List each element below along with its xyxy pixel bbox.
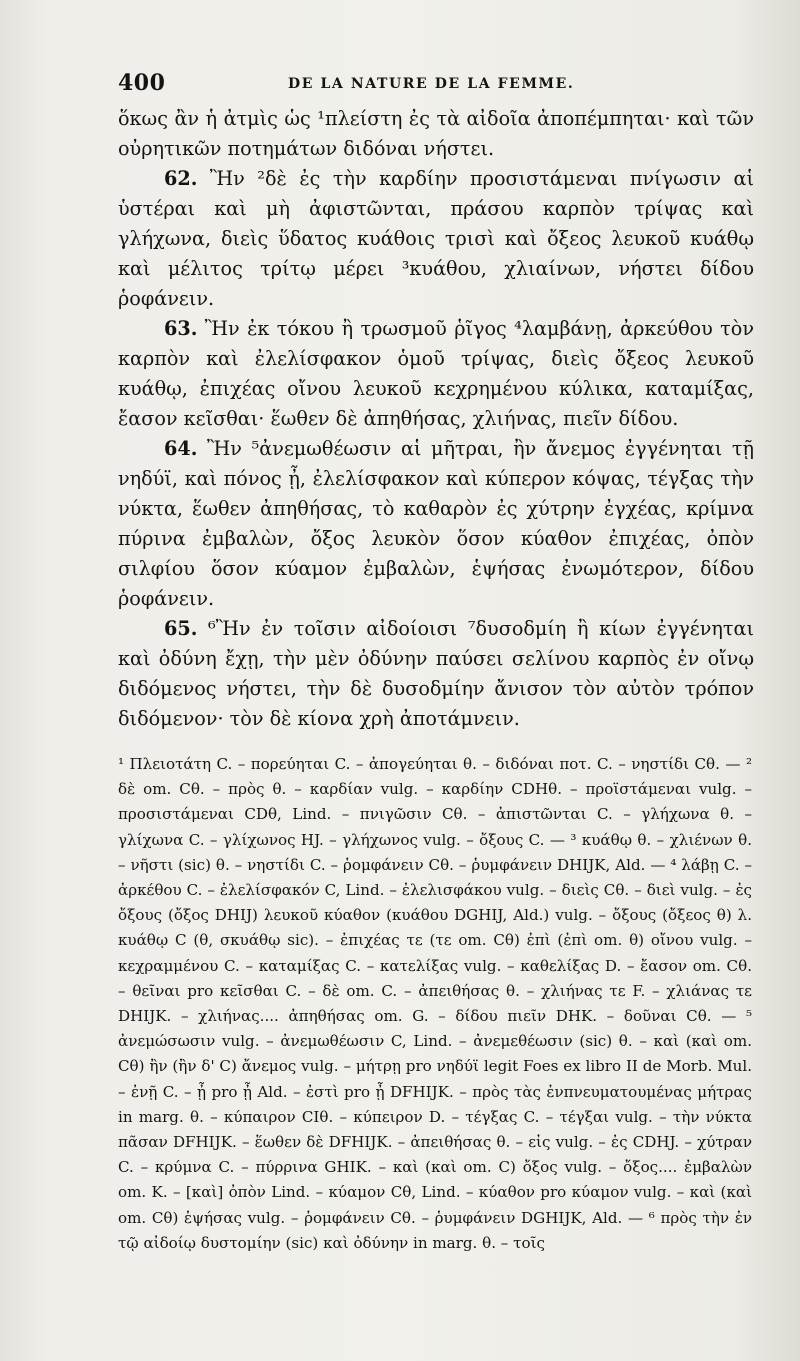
running-title: DE LA NATURE DE LA FEMME. [288, 76, 575, 92]
section-number: 63. [164, 317, 198, 340]
footnote-text: ¹ Πλειοτάτη C. – πορεύηται C. – ἀπογεύηται θ. – διδόναι ποτ. C. – νηστίδι Cθ. — ² δὲ om. Cθ. – πρὸς θ. – καρδίαν vulg. – καρδίην CDHθ. – προϊστάμεναι vulg. – προσιστάμεναι CDθ, Lind. – πνιγῶσιν Cθ. – ἀπιστῶνται C. – γλήχωνα θ. – γλίχωνα C. – γλίχωνος HJ. – γλήχωνος vulg. – ὄξους C. — ³ κυάθῳ θ. – χλιένων θ. – νῆστι (sic) θ. – νηστίδι C. – ῥομφάνειν Cθ. – ῥυμφάνειν DHIJK, Ald. — ⁴ λάβῃ C. – ἀρκέθου C. – ἐλελίσφακόν C, Lind. – ἐλελισφάκου vulg. – διεὶς Cθ. – διεὶ vulg. – ἐς ὄξους (ὄξος DHIJ) λευκοῦ κύαθον (κυάθου DGHIJ, Ald.) vulg. – ὄξους (ὄξεος θ) λ. κυάθῳ C (θ, σκυάθῳ sic). – ἐπιχέας τε (τε om. Cθ) ἐπὶ (ἐπὶ om. θ) οἴνου vulg. – κεχραμμένου C. – καταμίξας C. – κατελίξας vulg. – καθελίξας D. – ἔασον om. Cθ. – θεῖναι pro κεῖσθαι C. – δὲ om. C. – ἀπειθήσας θ. – χλιήνας τε F. – χλιάνας τε DHIJK. – χλιήνας.... ἀπηθήσας om. G. – δίδου πιεῖν DHK. – δοῦναι Cθ. — ⁵ ἀνεμώσωσιν vulg. – ἀνεμωθέωσιν C, Lind. – ἀνεμεθέωσιν (sic) θ. – καὶ (καὶ om. Cθ) ἢν (ἢν δ' C) ἄνεμος vulg. – μήτρῃ pro νηδύϊ legit Foes ex libro II de Morb. Mul. – ἐνῇ C. – ᾖ pro ᾖ Ald. – ἐστὶ pro ᾖ DFHIJK. – πρὸς τὰς ἐνπνευματουμένας μήτρας in marg. θ. – κύπαιρον CIθ. – κύπειρον D. – τέγξας C. – τέγξαι vulg. – τὴν νύκτα πᾶσαν DFHIJK. – ἕωθεν δὲ DFHIJK. – ἀπειθήσας θ. – εἰς vulg. – ἐς CDHJ. – χύτραν C. – κρύμνα C. – πύρρινα GHIK. – καὶ (καὶ om. C) ὄξος vulg. – ὄξος.... ἐμβαλὼν om. K. – [καὶ] ὀπὸν Lind. – κύαμον Cθ, Lind. – κύαθον pro κύαμον vulg. – καὶ (καὶ om. Cθ) ἑψήσας vulg. – ῥομφάνειν Cθ. – ῥυμφάνειν DGHIJK, Ald. — ⁶ πρὸς τὴν ἐν τῷ αἰδοίῳ δυστομίην (sic) καὶ ὀδύνην in marg. θ. – τοῖς [118, 755, 752, 1252]
section-64 [118, 434, 754, 614]
section-number: 65. [164, 617, 198, 640]
main-text [118, 104, 754, 734]
footnotes [118, 752, 752, 1256]
section-62 [118, 164, 754, 314]
section-text: Ἢν ἐκ τόκου ἢ τρωσμοῦ ῥῖγος ⁴λαμβάνῃ, ἀρκεύθου τὸν καρπὸν καὶ ἐλελίσφακον ὁμοῦ τρίψας, διεὶς ὄξεος λευκοῦ κυάθῳ, ἐπιχέας οἴνου λευκοῦ κεχρημένου κύλικα, καταμίξας, ἔασον κεῖσθαι· ἕωθεν δὲ ἀπηθήσας, χλιήνας, πιεῖν δίδου. [118, 317, 754, 430]
section-63 [118, 314, 754, 434]
page-header [118, 70, 750, 100]
section-text: Ἢν ⁵ἀνεμωθέωσιν αἱ μῆτραι, ἢν ἄνεμος ἐγγένηται τῇ νηδύϊ, καὶ πόνος ᾖ, ἐλελίσφακον καὶ κύπερον κόψας, τέγξας τὴν νύκτα, ἕωθεν ἀπηθήσας, τὸ καθαρὸν ἐς χύτρην ἐγχέας, κρίμνα πύρινα ἐμβαλὼν, ὄξος λευκὸν ὅσον κύαθον ἐπιχέας, ὀπὸν σιλφίου ὅσον κύαμον ἐμβαλὼν, ἑψήσας ἐνωμότερον, δίδου ῥοφάνειν. [118, 437, 754, 610]
section-65 [118, 614, 754, 734]
section-text: ⁶Ἢν ἐν τοῖσιν αἰδοίοισι ⁷δυσοδμίη ἢ κίων ἐγγένηται καὶ ὀδύνη ἔχῃ, τὴν μὲν ὀδύνην παύσει σελίνου καρπὸς ἐν οἴνῳ διδόμενος νήστει, τὴν δὲ δυσοδμίην ἄνισον τὸν αὐτὸν τρόπον διδόμενον· τὸν δὲ κίονα χρὴ ἀποτάμνειν. [118, 617, 755, 730]
section-text: Ἢν ²δὲ ἐς τὴν καρδίην προσιστάμεναι πνίγωσιν αἱ ὑστέραι καὶ μὴ ἀφιστῶνται, πράσου καρπὸν τρίψας καὶ γλήχωνα, διεὶς ὕδατος κυάθοις τρισὶ καὶ ὄξεος λευκοῦ κυάθῳ καὶ μέλιτος τρίτῳ μέρει ³κυάθου, χλιαίνων, νήστει δίδου ῥοφάνειν. [118, 167, 754, 310]
section-number: 64. [164, 437, 198, 460]
section-number: 62. [164, 167, 198, 190]
page-number: 400 [118, 70, 166, 96]
intro-paragraph: ὅκως ἂν ἡ ἀτμὶς ὡς ¹πλείστη ἐς τὰ αἰδοῖα ἀποπέμπηται· καὶ τῶν οὐρητικῶν ποτημάτων διδόναι νήστει. [118, 107, 754, 160]
